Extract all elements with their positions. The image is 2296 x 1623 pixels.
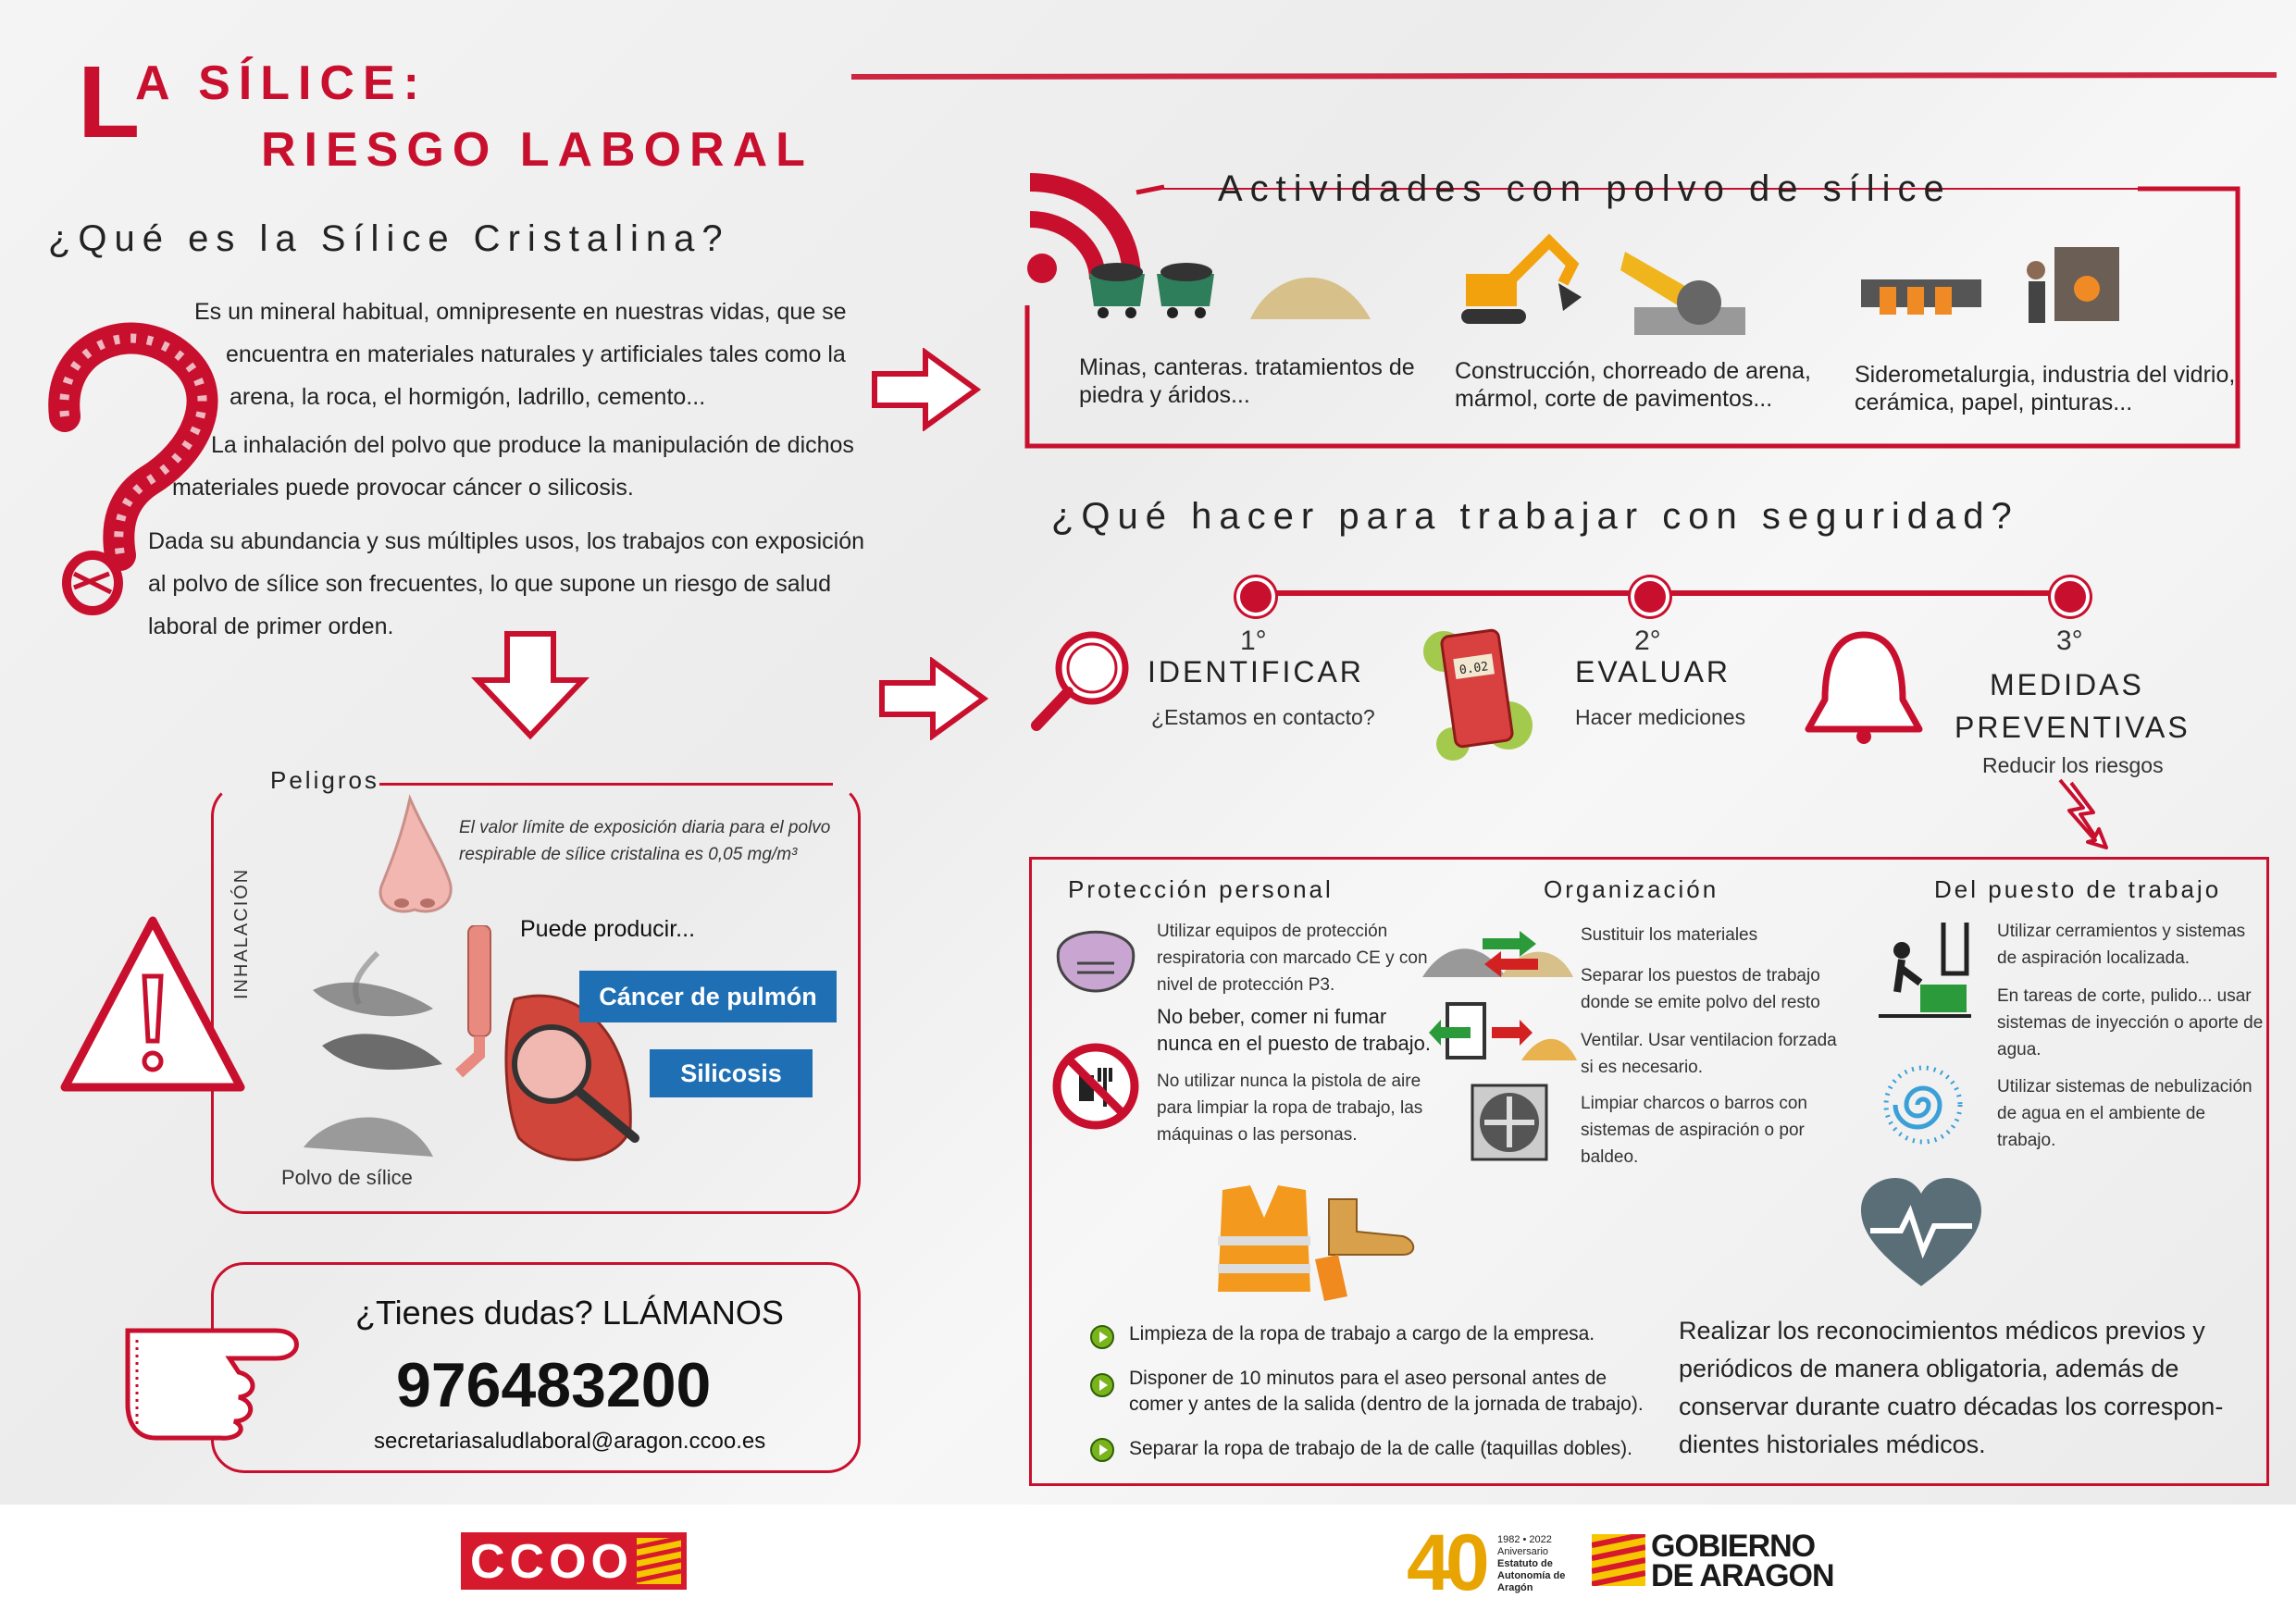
contact-email[interactable]: secretariasaludlaboral@aragon.ccoo.es (374, 1429, 766, 1454)
org-t2-line1: Separar los puestos de trabajo (1581, 966, 1820, 985)
step-2-title: EVALUAR (1575, 655, 1731, 688)
personal-t2-line1: No beber, comer ni fumar (1157, 1005, 1387, 1028)
workplace-heading: Del puesto de trabajo (1934, 875, 2222, 903)
activity-2-line2: mármol, corte de pavimentos... (1455, 386, 1773, 412)
title-line2: RIESGO LABORAL (261, 123, 813, 177)
ccoo-logo (461, 1532, 687, 1590)
personal-t3-line1: No utilizar nunca la pistola de aire (1157, 1072, 1421, 1091)
what-is-p3-line2: al polvo de sílice son frecuentes, lo que supone un riesgo de salud (148, 571, 831, 597)
medical-line2: periódicos de manera obligatoria, además de (1679, 1355, 2179, 1382)
step-1-number: 1° (1240, 626, 1267, 656)
what-is-p3-line3: laboral de primer orden. (148, 613, 394, 639)
anniv-line4: Autonomía de (1497, 1570, 1566, 1581)
step-2-dot (1631, 577, 1669, 616)
organization-heading: Organización (1544, 875, 1719, 903)
bullet-play-icon-2 (1090, 1373, 1114, 1397)
step-3-dot (2051, 577, 2090, 616)
work-t3-line3: trabajo. (1997, 1131, 2056, 1150)
alarm-bell-icon (1799, 626, 1929, 746)
bullet-2-line1: Disponer de 10 minutos para el aseo personal antes de (1129, 1368, 1607, 1389)
silicosis-button: Silicosis (650, 1049, 813, 1097)
heart-pulse-icon (1856, 1175, 1986, 1292)
activity-1-line1: Minas, canteras. tratamientos de (1079, 354, 1415, 380)
personal-heading: Protección personal (1068, 875, 1334, 903)
personal-t3-line3: máquinas o las personas. (1157, 1125, 1358, 1145)
medical-line3: conservar durante cuatro décadas los correspon- (1679, 1393, 2224, 1420)
bullet-play-icon-3 (1090, 1438, 1114, 1462)
may-cause-text: Puede producir... (520, 916, 696, 942)
safety-vest-boots-icon (1218, 1181, 1421, 1307)
lung-cancer-button: Cáncer de pulmón (579, 971, 837, 1022)
nose-icon (368, 794, 461, 923)
contact-heading: ¿Tienes dudas? LLÁMANOS (355, 1294, 784, 1332)
work-t2-line1: En tareas de corte, pulido... usar (1997, 986, 2252, 1006)
gov-line2: DE ARAGON (1651, 1558, 1834, 1593)
gov-line1: GOBIERNO (1651, 1529, 1816, 1564)
anniv-line5: Aragón (1497, 1582, 1533, 1593)
what-is-p3-line1: Dada su abundancia y sus múltiples usos, los trabajos con exposición (148, 528, 865, 554)
work-t2-line3: agua. (1997, 1040, 2042, 1059)
personal-t1-line1: Utilizar equipos de protección (1157, 922, 1388, 941)
lungs-icon (450, 925, 653, 1175)
step-1-title: IDENTIFICAR (1148, 655, 1364, 688)
bullet-play-icon-1 (1090, 1325, 1114, 1349)
what-is-heading: ¿Qué es la Sílice Cristalina? (48, 218, 730, 259)
bullet-1-line1: Limpieza de la ropa de trabajo a cargo de la empresa. (1129, 1323, 1595, 1344)
dangers-heading: Peligros (270, 766, 379, 794)
warning-triangle-icon (56, 911, 250, 1096)
step-1-dot (1236, 577, 1275, 616)
work-t3-line2: de agua en el ambiente de (1997, 1104, 2206, 1123)
personal-t1-line2: respiratoria con marcado CE y con (1157, 948, 1428, 968)
safety-heading: ¿Qué hacer para trabajar con seguridad? (1051, 496, 2019, 537)
org-t3-line2: si es necesario. (1581, 1058, 1704, 1077)
what-is-p1-line1: Es un mineral habitual, omnipresente en nuestras vidas, que se (194, 299, 847, 325)
anniv-line1: 1982 • 2022 (1497, 1534, 1552, 1545)
org-t1: Sustituir los materiales (1581, 925, 1758, 945)
substitute-materials-icon (1418, 922, 1575, 981)
title-line1: A SÍLICE: (135, 56, 428, 110)
dust-particles-icon (294, 935, 452, 1184)
personal-t2-line2: nunca en el puesto de trabajo. (1157, 1032, 1432, 1055)
anniversary-number: 40 (1407, 1518, 1484, 1607)
bullet-2-line2: comer y antes de la salida (dentro de la jornada de trabajo). (1129, 1394, 1644, 1415)
personal-t3-line2: para limpiar la ropa de trabajo, las (1157, 1098, 1423, 1118)
inhalation-label: INHALACIÓN (231, 867, 252, 999)
dangers-box-topline (379, 783, 833, 786)
arrow-down-icon (470, 629, 590, 740)
industry-conveyor-icon (1856, 261, 1986, 326)
work-t1-line2: de aspiración localizada. (1997, 948, 2191, 968)
step-2-sub: Hacer mediciones (1575, 705, 1746, 729)
what-is-p1-line3: arena, la roca, el hormigón, ladrillo, cemento... (230, 384, 706, 410)
contact-phone: 976483200 (396, 1350, 712, 1420)
step-3-sub: Reducir los riesgos (1982, 753, 2164, 777)
water-spray-icon (1879, 1060, 1967, 1149)
work-t3-line1: Utilizar sistemas de nebulización (1997, 1077, 2253, 1096)
separate-workstations-icon (1429, 999, 1577, 1064)
step-3-title-2: PREVENTIVAS (1955, 711, 2191, 744)
bullet-3-line1: Separar la ropa de trabajo de la de calle (taquillas dobles). (1129, 1438, 1633, 1459)
footer (0, 1505, 2296, 1623)
cutting-saw-icon (1616, 233, 1755, 344)
ccoo-logo-text: CCOO (470, 1535, 633, 1589)
arrow-right-icon-2 (877, 657, 988, 740)
medical-line4: dientes historiales médicos. (1679, 1431, 1986, 1458)
pointing-hand-icon (118, 1303, 322, 1442)
step-3-number: 3° (2056, 626, 2083, 656)
anniv-line3: Estatuto de (1497, 1558, 1553, 1569)
org-t3-line1: Ventilar. Usar ventilacion forzada (1581, 1031, 1837, 1050)
sand-pile-icon (1246, 259, 1375, 324)
aragon-flag-icon (1592, 1534, 1645, 1586)
aragon-stripes-icon (637, 1538, 681, 1584)
dust-meter-icon (1416, 614, 1536, 762)
meter-reading: 0.02 (1458, 660, 1490, 678)
what-is-p2-line1: La inhalación del polvo que produce la manipulación de dichos (211, 432, 854, 458)
furnace-worker-icon (2017, 242, 2128, 335)
magnifier-icon (1025, 626, 1136, 737)
medical-line1: Realizar los reconocimientos médicos previos y (1679, 1317, 2205, 1344)
top-brush-line (851, 67, 2277, 85)
activity-3-line1: Siderometalurgia, industria del vidrio, (1855, 362, 2236, 388)
mine-carts-icon (1085, 255, 1223, 320)
org-t4-line3: baldeo. (1581, 1147, 1639, 1167)
step-2-number: 2° (1634, 626, 1661, 656)
personal-t1-line3: nivel de protección P3. (1157, 975, 1335, 995)
arrow-right-icon (870, 348, 981, 431)
dust-label: Polvo de sílice (281, 1166, 413, 1189)
org-t4-line1: Limpiar charcos o barros con (1581, 1094, 1807, 1113)
step-1-sub: ¿Estamos en contacto? (1151, 705, 1375, 729)
anniv-line2: Aniversario (1497, 1546, 1549, 1557)
limit-line2: respirable de sílice cristalina es 0,05 mg/m³ (459, 845, 798, 864)
org-t4-line2: sistemas de aspiración o por (1581, 1121, 1805, 1140)
activity-2-line1: Construcción, chorreado de arena, (1455, 358, 1811, 384)
activities-heading: Actividades con polvo de sílice (1218, 168, 1952, 209)
respirator-mask-icon (1049, 922, 1142, 996)
org-t2-line2: donde se emite polvo del resto (1581, 993, 1820, 1012)
activity-3-line2: cerámica, papel, pinturas... (1855, 390, 2133, 415)
lightning-arrow-icon (2042, 775, 2116, 849)
title-letter: L (78, 45, 141, 159)
activity-1-line2: piedra y áridos... (1079, 382, 1250, 408)
enclosure-aspiration-icon (1879, 918, 1971, 1020)
what-is-p2-line2: materiales puede provocar cáncer o silicosis. (172, 475, 634, 501)
ventilation-fan-icon (1470, 1083, 1549, 1162)
step-3-title-1: MEDIDAS (1990, 668, 2144, 701)
work-t2-line2: sistemas de inyección o aporte de (1997, 1013, 2264, 1033)
work-t1-line1: Utilizar cerramientos y sistemas (1997, 922, 2246, 941)
what-is-p1-line2: encuentra en materiales naturales y artificiales tales como la (226, 341, 846, 367)
no-eat-drink-icon (1049, 1040, 1142, 1133)
excavator-icon (1457, 228, 1586, 329)
limit-line1: El valor límite de exposición diaria para el polvo (459, 818, 831, 837)
